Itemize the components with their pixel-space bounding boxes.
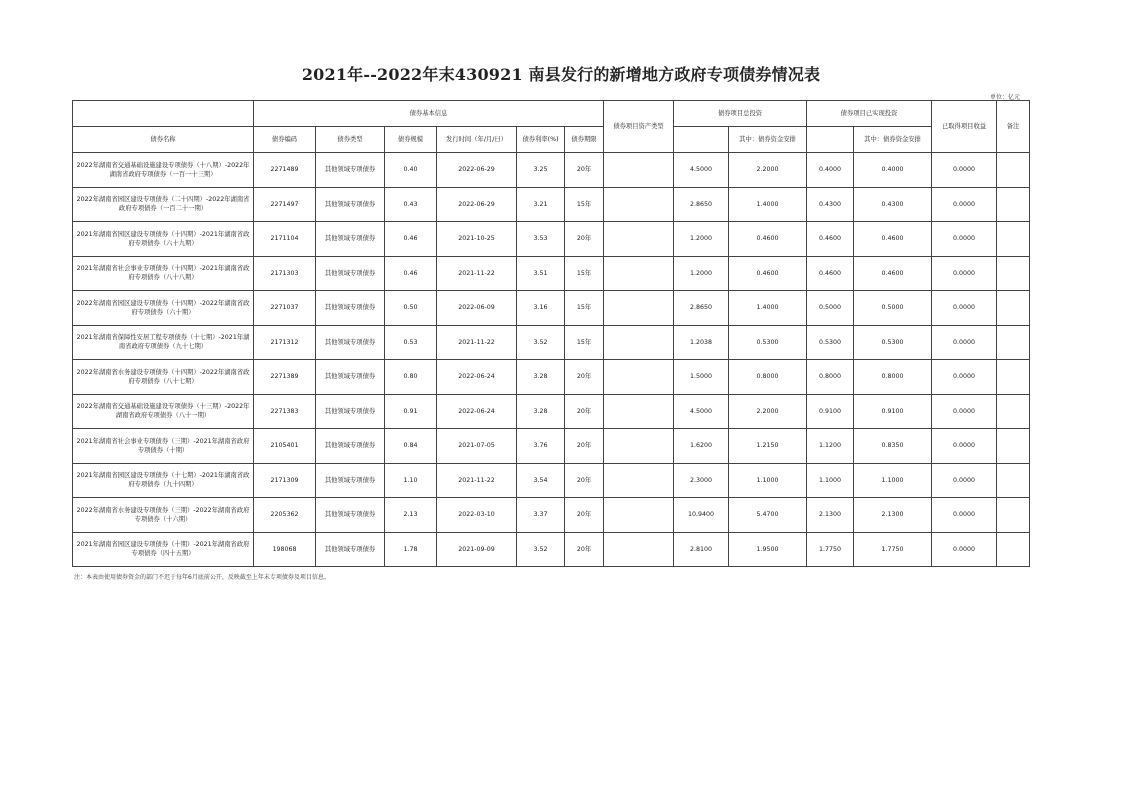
cell-bond-scale: 0.84 <box>385 429 437 464</box>
cell-issue-date: 2021-10-25 <box>437 222 517 257</box>
cell-project-income: 0.0000 <box>932 532 997 567</box>
header-bond-term: 债券期限 <box>565 127 604 153</box>
cell-realized-bond-arranged: 0.8350 <box>854 429 932 464</box>
cell-bond-rate: 3.28 <box>517 360 565 395</box>
cell-bond-scale: 1.78 <box>385 532 437 567</box>
cell-issue-date: 2022-06-24 <box>437 394 517 429</box>
cell-bond-code: 2171309 <box>254 463 316 498</box>
cell-issue-date: 2022-06-29 <box>437 187 517 222</box>
header-realized-investment: 债券项目已实现投资 <box>807 101 932 127</box>
table-row <box>73 222 1030 257</box>
cell-realized-bond-arranged: 0.4600 <box>854 256 932 291</box>
cell-total-investment: 1.6200 <box>674 429 729 464</box>
cell-total-investment: 4.5000 <box>674 153 729 188</box>
cell-remark <box>997 187 1030 222</box>
cell-project-income: 0.0000 <box>932 291 997 326</box>
header-bond-code: 债券编码 <box>254 127 316 153</box>
cell-realized-bond-arranged: 0.9100 <box>854 394 932 429</box>
header-project-income: 已取得项目收益 <box>932 101 997 153</box>
cell-issue-date: 2021-09-09 <box>437 532 517 567</box>
cell-realized-investment: 0.5300 <box>807 325 854 360</box>
cell-asset-type <box>604 394 674 429</box>
cell-bond-name: 2022年湖南省园区建设专项债券（十四期）-2022年湖南省政府专项债券（六十期） <box>73 291 254 326</box>
header-bond-rate: 债券利率(%) <box>517 127 565 153</box>
cell-total-bond-arranged: 1.1000 <box>729 463 807 498</box>
cell-bond-code: 2271497 <box>254 187 316 222</box>
cell-total-investment: 1.2000 <box>674 256 729 291</box>
table-row <box>73 394 1030 429</box>
cell-total-bond-arranged: 0.8000 <box>729 360 807 395</box>
cell-total-bond-arranged: 0.4600 <box>729 256 807 291</box>
cell-bond-type: 其他领域专项债券 <box>316 325 385 360</box>
table-row <box>73 291 1030 326</box>
header-basic-info: 债券基本信息 <box>254 101 604 127</box>
cell-remark <box>997 291 1030 326</box>
cell-remark <box>997 532 1030 567</box>
cell-bond-term: 15年 <box>565 256 604 291</box>
cell-issue-date: 2022-06-29 <box>437 153 517 188</box>
cell-bond-name: 2021年湖南省园区建设专项债券（十期）-2021年湖南省政府专项债券（四十五期） <box>73 532 254 567</box>
cell-remark <box>997 360 1030 395</box>
cell-bond-type: 其他领域专项债券 <box>316 532 385 567</box>
cell-total-investment: 2.8650 <box>674 187 729 222</box>
cell-total-investment: 2.3000 <box>674 463 729 498</box>
cell-project-income: 0.0000 <box>932 153 997 188</box>
cell-bond-name: 2021年湖南省社会事业专项债券（三期）-2021年湖南省政府专项债券（十期） <box>73 429 254 464</box>
cell-asset-type <box>604 498 674 533</box>
cell-bond-name: 2022年湖南省交通基础设施建设专项债券（十八期）-2022年湖南省政府专项债券（一百一十三期） <box>73 153 254 188</box>
cell-realized-investment: 0.4600 <box>807 222 854 257</box>
cell-bond-type: 其他领域专项债券 <box>316 360 385 395</box>
cell-realized-investment: 1.1200 <box>807 429 854 464</box>
cell-bond-type: 其他领域专项债券 <box>316 256 385 291</box>
cell-remark <box>997 256 1030 291</box>
cell-bond-scale: 1.10 <box>385 463 437 498</box>
cell-total-investment: 4.5000 <box>674 394 729 429</box>
cell-project-income: 0.0000 <box>932 429 997 464</box>
cell-bond-type: 其他领域专项债券 <box>316 187 385 222</box>
cell-bond-name: 2022年湖南省水务建设专项债券（三期）-2022年湖南省政府专项债券（十六期） <box>73 498 254 533</box>
cell-bond-rate: 3.28 <box>517 394 565 429</box>
cell-asset-type <box>604 325 674 360</box>
cell-bond-type: 其他领域专项债券 <box>316 222 385 257</box>
cell-bond-code: 2171104 <box>254 222 316 257</box>
bond-table <box>72 100 1030 567</box>
cell-total-investment: 10.9400 <box>674 498 729 533</box>
header-bond-type: 债券类型 <box>316 127 385 153</box>
cell-bond-scale: 0.53 <box>385 325 437 360</box>
cell-bond-term: 20年 <box>565 360 604 395</box>
cell-bond-name: 2021年湖南省园区建设专项债券（十七期）-2021年湖南省政府专项债券（九十四期） <box>73 463 254 498</box>
header-realized-blank <box>807 127 854 153</box>
cell-remark <box>997 429 1030 464</box>
footnote: 注：本表由使用债券资金的部门不迟于每年6月底前公开，反映截至上年末专项债券及项目信息。 <box>74 574 330 581</box>
table-row <box>73 256 1030 291</box>
cell-realized-bond-arranged: 1.7750 <box>854 532 932 567</box>
cell-asset-type <box>604 532 674 567</box>
header-total-blank <box>674 127 729 153</box>
cell-realized-investment: 1.7750 <box>807 532 854 567</box>
table-row <box>73 325 1030 360</box>
cell-asset-type <box>604 222 674 257</box>
cell-total-investment: 2.8100 <box>674 532 729 567</box>
table-row <box>73 187 1030 222</box>
header-issue-date: 发行时间（年/月/日） <box>437 127 517 153</box>
cell-project-income: 0.0000 <box>932 360 997 395</box>
cell-remark <box>997 222 1030 257</box>
cell-issue-date: 2021-11-22 <box>437 256 517 291</box>
cell-bond-scale: 0.50 <box>385 291 437 326</box>
cell-realized-bond-arranged: 0.8000 <box>854 360 932 395</box>
cell-realized-bond-arranged: 0.5300 <box>854 325 932 360</box>
cell-total-investment: 1.5000 <box>674 360 729 395</box>
cell-issue-date: 2022-06-09 <box>437 291 517 326</box>
cell-bond-scale: 0.40 <box>385 153 437 188</box>
cell-bond-name: 2021年湖南省保障性安居工程专项债券（十七期）-2021年湖南省政府专项债券（九十七期） <box>73 325 254 360</box>
cell-total-bond-arranged: 0.5300 <box>729 325 807 360</box>
cell-realized-investment: 0.5000 <box>807 291 854 326</box>
cell-bond-rate: 3.54 <box>517 463 565 498</box>
cell-total-bond-arranged: 1.2150 <box>729 429 807 464</box>
cell-bond-term: 20年 <box>565 498 604 533</box>
cell-bond-rate: 3.37 <box>517 498 565 533</box>
cell-realized-investment: 0.4300 <box>807 187 854 222</box>
cell-remark <box>997 394 1030 429</box>
cell-bond-code: 2271389 <box>254 360 316 395</box>
cell-bond-rate: 3.52 <box>517 532 565 567</box>
cell-realized-investment: 1.1000 <box>807 463 854 498</box>
cell-realized-investment: 0.8000 <box>807 360 854 395</box>
cell-asset-type <box>604 153 674 188</box>
cell-total-bond-arranged: 2.2000 <box>729 153 807 188</box>
cell-total-investment: 2.8650 <box>674 291 729 326</box>
cell-project-income: 0.0000 <box>932 222 997 257</box>
cell-bond-type: 其他领域专项债券 <box>316 394 385 429</box>
cell-bond-term: 20年 <box>565 153 604 188</box>
cell-bond-term: 15年 <box>565 325 604 360</box>
cell-bond-name: 2022年湖南省水务建设专项债券（十四期）-2022年湖南省政府专项债券（八十七期） <box>73 360 254 395</box>
cell-bond-rate: 3.76 <box>517 429 565 464</box>
header-remark: 备注 <box>997 101 1030 153</box>
table-row <box>73 532 1030 567</box>
table-row <box>73 360 1030 395</box>
header-row-2 <box>73 127 1030 153</box>
cell-bond-rate: 3.53 <box>517 222 565 257</box>
cell-realized-bond-arranged: 2.1300 <box>854 498 932 533</box>
cell-bond-name: 2022年湖南省园区建设专项债券（二十四期）-2022年湖南省政府专项债券（一百二十一期） <box>73 187 254 222</box>
header-total-bond-arranged: 其中：债券资金安排 <box>729 127 807 153</box>
cell-realized-investment: 0.4000 <box>807 153 854 188</box>
table-row <box>73 463 1030 498</box>
cell-bond-code: 2271037 <box>254 291 316 326</box>
table-row <box>73 498 1030 533</box>
table-row <box>73 153 1030 188</box>
cell-bond-scale: 2.13 <box>385 498 437 533</box>
cell-issue-date: 2022-03-10 <box>437 498 517 533</box>
header-blank <box>73 101 254 127</box>
cell-bond-name: 2021年湖南省园区建设专项债券（十四期）-2021年湖南省政府专项债券（六十九期） <box>73 222 254 257</box>
cell-asset-type <box>604 256 674 291</box>
cell-asset-type <box>604 360 674 395</box>
cell-project-income: 0.0000 <box>932 256 997 291</box>
cell-total-bond-arranged: 2.2000 <box>729 394 807 429</box>
cell-bond-code: 2271489 <box>254 153 316 188</box>
cell-asset-type <box>604 187 674 222</box>
cell-bond-code: 2105401 <box>254 429 316 464</box>
cell-bond-name: 2022年湖南省交通基础设施建设专项债券（十三期）-2022年湖南省政府专项债券（八十一期） <box>73 394 254 429</box>
cell-realized-investment: 0.4600 <box>807 256 854 291</box>
cell-bond-term: 15年 <box>565 291 604 326</box>
cell-bond-rate: 3.52 <box>517 325 565 360</box>
header-bond-scale: 债券规模 <box>385 127 437 153</box>
cell-total-bond-arranged: 0.4600 <box>729 222 807 257</box>
cell-bond-name: 2021年湖南省社会事业专项债券（十四期）-2021年湖南省政府专项债券（八十八期） <box>73 256 254 291</box>
cell-bond-term: 20年 <box>565 532 604 567</box>
page-title: 2021年--2022年末430921 南县发行的新增地方政府专项债券情况表 <box>301 65 821 84</box>
cell-bond-type: 其他领域专项债券 <box>316 291 385 326</box>
cell-realized-bond-arranged: 0.4300 <box>854 187 932 222</box>
cell-bond-term: 15年 <box>565 187 604 222</box>
cell-realized-investment: 0.9100 <box>807 394 854 429</box>
cell-realized-bond-arranged: 1.1000 <box>854 463 932 498</box>
cell-bond-code: 198068 <box>254 532 316 567</box>
cell-bond-rate: 3.21 <box>517 187 565 222</box>
table-row <box>73 429 1030 464</box>
cell-bond-code: 2205362 <box>254 498 316 533</box>
cell-realized-bond-arranged: 0.4000 <box>854 153 932 188</box>
cell-bond-term: 20年 <box>565 394 604 429</box>
cell-asset-type <box>604 463 674 498</box>
cell-bond-type: 其他领域专项债券 <box>316 463 385 498</box>
cell-total-investment: 1.2038 <box>674 325 729 360</box>
cell-project-income: 0.0000 <box>932 325 997 360</box>
unit-label: 单位：亿元 <box>990 94 1021 101</box>
cell-project-income: 0.0000 <box>932 187 997 222</box>
cell-bond-term: 20年 <box>565 429 604 464</box>
cell-bond-scale: 0.46 <box>385 222 437 257</box>
cell-total-investment: 1.2000 <box>674 222 729 257</box>
cell-remark <box>997 325 1030 360</box>
cell-remark <box>997 498 1030 533</box>
cell-asset-type <box>604 429 674 464</box>
cell-bond-scale: 0.46 <box>385 256 437 291</box>
cell-total-bond-arranged: 1.4000 <box>729 187 807 222</box>
cell-bond-term: 20年 <box>565 463 604 498</box>
header-row-1 <box>73 101 1030 127</box>
cell-bond-rate: 3.16 <box>517 291 565 326</box>
cell-bond-scale: 0.91 <box>385 394 437 429</box>
cell-bond-term: 20年 <box>565 222 604 257</box>
cell-total-bond-arranged: 1.4000 <box>729 291 807 326</box>
cell-total-bond-arranged: 1.9500 <box>729 532 807 567</box>
cell-bond-type: 其他领域专项债券 <box>316 429 385 464</box>
cell-remark <box>997 153 1030 188</box>
cell-bond-rate: 3.25 <box>517 153 565 188</box>
cell-asset-type <box>604 291 674 326</box>
cell-realized-investment: 2.1300 <box>807 498 854 533</box>
cell-bond-type: 其他领域专项债券 <box>316 498 385 533</box>
header-realized-bond-arranged: 其中：债券资金安排 <box>854 127 932 153</box>
cell-project-income: 0.0000 <box>932 463 997 498</box>
cell-bond-code: 2271383 <box>254 394 316 429</box>
cell-realized-bond-arranged: 0.5000 <box>854 291 932 326</box>
cell-project-income: 0.0000 <box>932 498 997 533</box>
cell-realized-bond-arranged: 0.4600 <box>854 222 932 257</box>
cell-issue-date: 2021-11-22 <box>437 325 517 360</box>
cell-total-bond-arranged: 5.4700 <box>729 498 807 533</box>
cell-bond-scale: 0.43 <box>385 187 437 222</box>
cell-issue-date: 2022-06-24 <box>437 360 517 395</box>
cell-bond-type: 其他领域专项债券 <box>316 153 385 188</box>
cell-bond-rate: 3.51 <box>517 256 565 291</box>
cell-issue-date: 2021-07-05 <box>437 429 517 464</box>
header-asset-type: 债券项目资产类型 <box>604 101 674 153</box>
header-bond-name: 债券名称 <box>73 127 254 153</box>
cell-bond-code: 2171312 <box>254 325 316 360</box>
cell-issue-date: 2021-11-22 <box>437 463 517 498</box>
cell-bond-scale: 0.80 <box>385 360 437 395</box>
cell-project-income: 0.0000 <box>932 394 997 429</box>
cell-bond-code: 2171303 <box>254 256 316 291</box>
header-total-investment: 债券项目总投资 <box>674 101 807 127</box>
cell-remark <box>997 463 1030 498</box>
